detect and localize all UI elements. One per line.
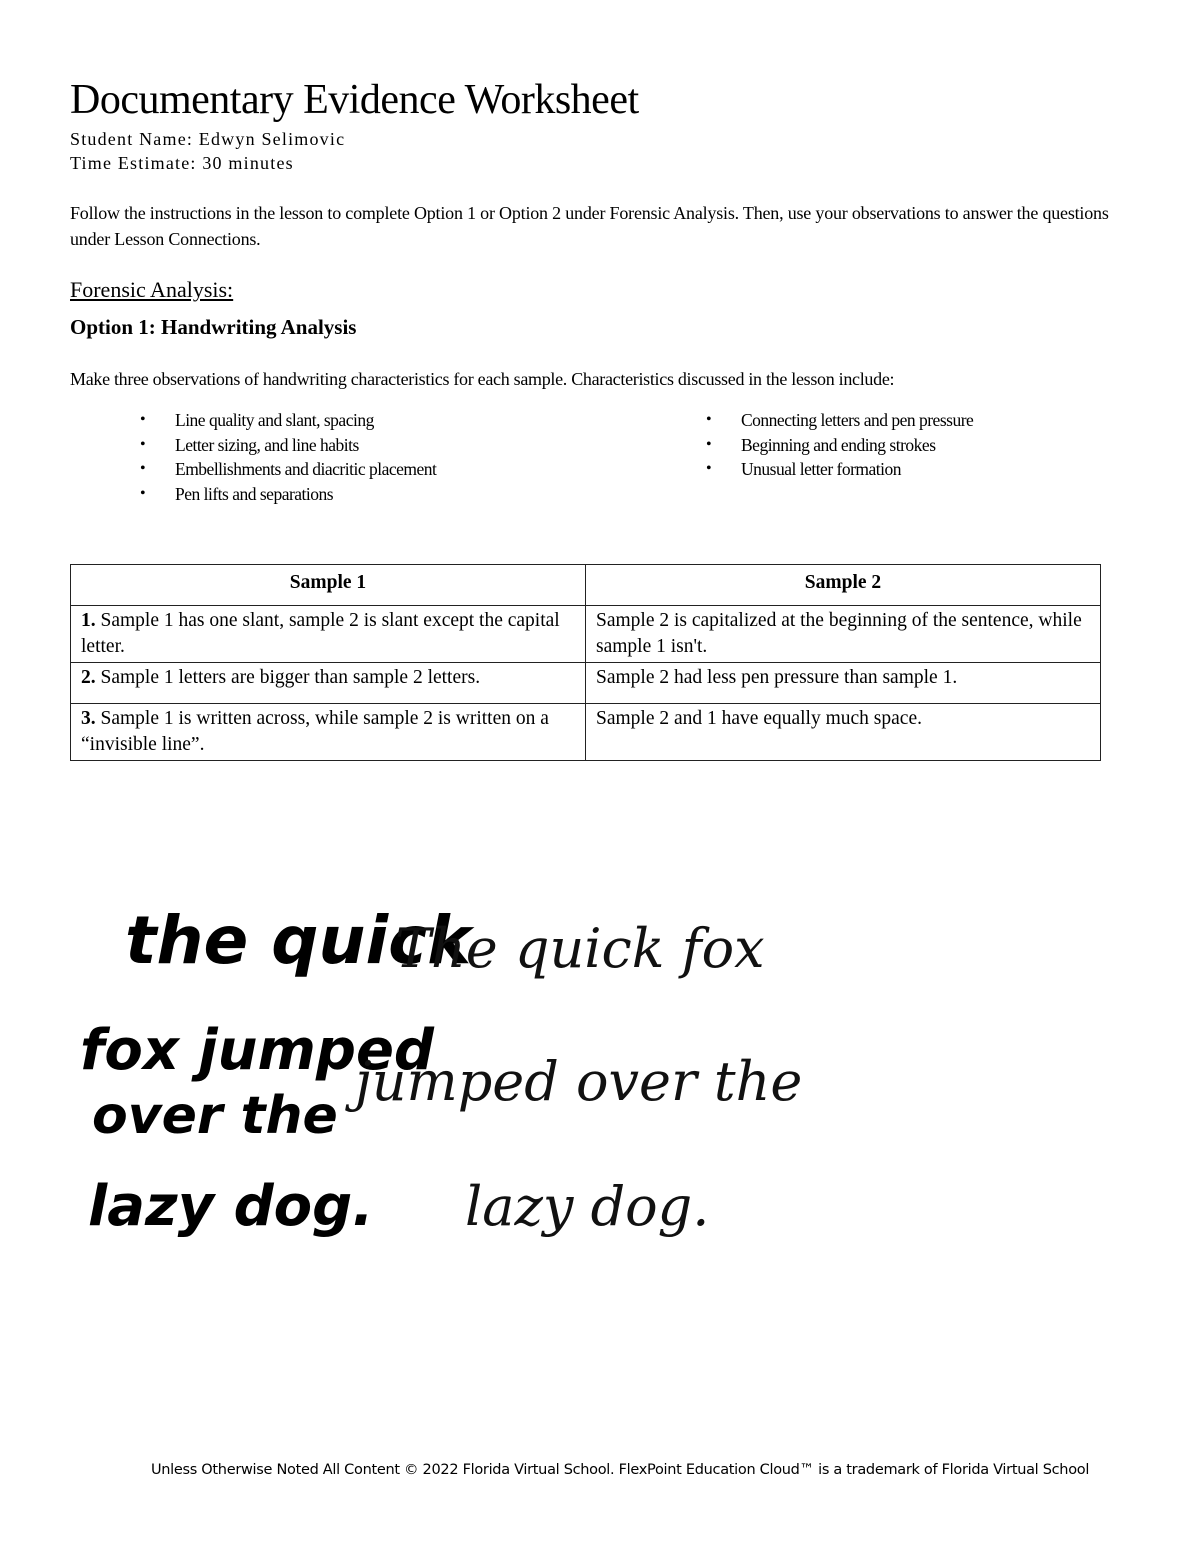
characteristics-list-right xyxy=(706,408,973,482)
characteristics-list-left xyxy=(140,408,436,506)
list-item: • Pen lifts and separations xyxy=(140,482,436,507)
bullet-icon: • xyxy=(140,411,146,428)
cell-sample-2: Sample 2 had less pen pressure than sample 1. xyxy=(586,663,1101,704)
time-estimate: Time Estimate: 30 minutes xyxy=(70,153,294,173)
handwriting-samples-image xyxy=(70,855,870,1275)
svg-text:fox jumped: fox jumped xyxy=(80,1018,435,1083)
copyright-footer: Unless Otherwise Noted All Content © 2022 Florida Virtual School. FlexPoint Education Cloud™ is a trademark of Florida Virtual School xyxy=(150,1462,1090,1478)
column-header-sample-1: Sample 1 xyxy=(71,565,586,606)
table-header-row xyxy=(71,565,1101,606)
list-item: • Connecting letters and pen pressure xyxy=(706,408,973,433)
list-item: • Letter sizing, and line habits xyxy=(140,433,436,458)
cell-sample-2: Sample 2 is capitalized at the beginning of the sentence, while sample 1 isn't. xyxy=(586,606,1101,663)
svg-text:The quick fox: The quick fox xyxy=(395,917,765,980)
observations-table xyxy=(70,564,1101,761)
list-item: • Unusual letter formation xyxy=(706,457,973,482)
cell-sample-1: 1. Sample 1 has one slant, sample 2 is slant except the capital letter. xyxy=(71,606,586,663)
bullet-icon: • xyxy=(706,460,712,477)
student-name: Student Name: Edwyn Selimovic xyxy=(70,129,346,149)
svg-text:jumped over the: jumped over the xyxy=(355,1050,803,1113)
instructions-paragraph: Follow the instructions in the lesson to complete Option 1 or Option 2 under Forensic Analysis. Then, use your observations to answer the questions under Lesson Connections. xyxy=(70,203,1109,249)
bullet-icon: • xyxy=(140,484,146,502)
column-header-sample-2: Sample 2 xyxy=(586,565,1101,606)
list-item: • Embellishments and diacritic placement xyxy=(140,457,436,482)
svg-text:the quick: the quick xyxy=(125,902,472,979)
svg-text:over the: over the xyxy=(92,1086,338,1146)
bullet-icon: • xyxy=(140,435,146,453)
bullet-icon: • xyxy=(706,435,712,453)
section-heading-forensic-analysis: Forensic Analysis: xyxy=(70,277,234,302)
bullet-icon: • xyxy=(140,460,146,477)
list-item: • Beginning and ending strokes xyxy=(706,433,973,458)
svg-text:lazy dog.: lazy dog. xyxy=(88,1174,374,1239)
table-row xyxy=(71,704,1101,761)
bullet-icon: • xyxy=(706,411,712,428)
svg-text:lazy dog.: lazy dog. xyxy=(465,1175,710,1238)
page-title: Documentary Evidence Worksheet xyxy=(70,77,639,123)
table-row xyxy=(71,663,1101,704)
option-heading: Option 1: Handwriting Analysis xyxy=(70,315,357,339)
cell-sample-2: Sample 2 and 1 have equally much space. xyxy=(586,704,1101,761)
cell-sample-1: 2. Sample 1 letters are bigger than sample 2 letters. xyxy=(71,663,586,704)
cell-sample-1: 3. Sample 1 is written across, while sample 2 is written on a “invisible line”. xyxy=(71,704,586,761)
handwriting-sample-2 xyxy=(345,917,802,1238)
list-item: • Line quality and slant, spacing xyxy=(140,408,436,433)
table-row xyxy=(71,606,1101,663)
observation-prompt: Make three observations of handwriting characteristics for each sample. Characteristics discussed in the lesson include: xyxy=(70,369,895,389)
